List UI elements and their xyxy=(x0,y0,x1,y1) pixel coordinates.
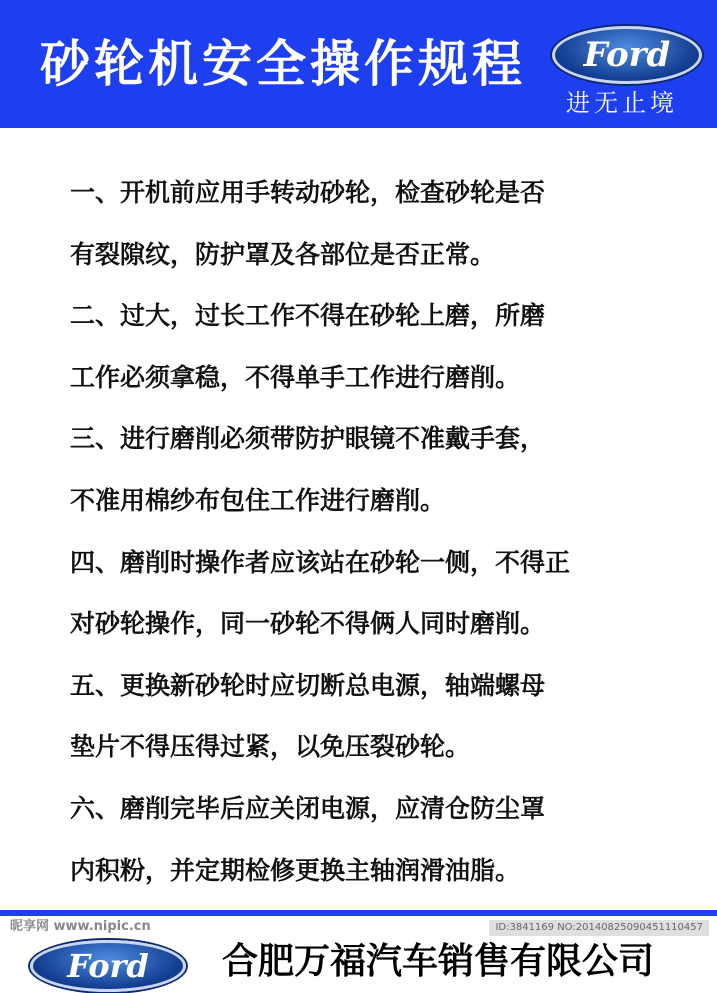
slogan: 进无止境 xyxy=(566,89,678,117)
header-banner xyxy=(0,0,717,128)
page-title: 砂轮机安全操作规程 xyxy=(40,35,526,93)
watermark-id: ID:3841169 NO:20140825090451110457 xyxy=(489,920,709,936)
rule-line: 有裂隙纹，防护罩及各部位是否正常。 xyxy=(70,239,496,269)
rule-line: 二、过大，过长工作不得在砂轮上磨，所磨 xyxy=(70,301,546,331)
rules-list xyxy=(70,162,690,901)
rule-line: 五、更换新砂轮时应切断总电源，轴端螺母 xyxy=(70,670,546,700)
rule-line: 六、磨削完毕后应关闭电源，应清仓防尘罩 xyxy=(70,793,546,823)
rule-line: 四、磨削时操作者应该站在砂轮一侧，不得正 xyxy=(70,547,571,577)
rule-line: 工作必须拿稳，不得单手工作进行磨削。 xyxy=(70,362,521,392)
footer-divider xyxy=(0,910,717,916)
watermark-site: 昵享网 www.nipic.cn xyxy=(10,919,151,934)
rule-line: 内积粉，并定期检修更换主轴润滑油脂。 xyxy=(70,855,521,885)
rule-line: 垫片不得压得过紧，以免压裂砂轮。 xyxy=(70,732,471,762)
ford-logo-footer: Ford xyxy=(30,940,186,992)
company-name: 合肥万福汽车销售有限公司 xyxy=(222,941,655,982)
rule-line: 一、开机前应用手转动砂轮，检查砂轮是否 xyxy=(70,178,546,207)
rule-line: 不准用棉纱布包住工作进行磨削。 xyxy=(70,485,446,515)
rule-line: 三、进行磨削必须带防护眼镜不准戴手套， xyxy=(70,424,546,454)
rule-line: 对砂轮操作，同一砂轮不得俩人同时磨削。 xyxy=(70,609,546,639)
ford-logo: Ford xyxy=(552,26,702,84)
